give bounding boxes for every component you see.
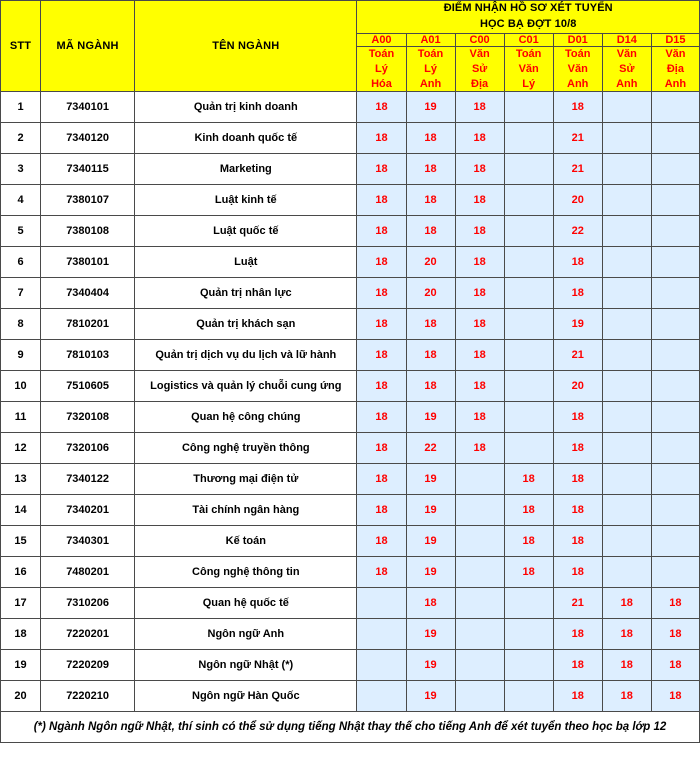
- cell-score-d01: 18: [553, 464, 602, 495]
- cell-score-c00: 18: [455, 92, 504, 123]
- cell-ma-nganh: 7380101: [41, 247, 135, 278]
- cell-score-d01: 20: [553, 371, 602, 402]
- cell-stt: 14: [1, 495, 41, 526]
- table-row: [1, 123, 700, 154]
- cell-score-a00: [357, 650, 406, 681]
- cell-ten-nganh: Quan hệ quốc tế: [135, 588, 357, 619]
- cell-score-d01: 19: [553, 309, 602, 340]
- cell-score-c01: [504, 92, 553, 123]
- cell-score-d15: [651, 154, 699, 185]
- table-row: [1, 371, 700, 402]
- cell-score-a00: 18: [357, 557, 406, 588]
- group-code-d15: D15: [651, 33, 699, 46]
- cell-ma-nganh: 7220209: [41, 650, 135, 681]
- cell-score-d01: 21: [553, 123, 602, 154]
- cell-score-a00: 18: [357, 526, 406, 557]
- cell-score-a01: 18: [406, 371, 455, 402]
- subject-line: Địa: [471, 77, 489, 90]
- cell-score-c00: 18: [455, 123, 504, 154]
- group-code-d01: D01: [553, 33, 602, 46]
- subject-line: Văn: [518, 62, 539, 75]
- cell-score-d01: 18: [553, 619, 602, 650]
- cell-score-a00: 18: [357, 340, 406, 371]
- table-row: [1, 619, 700, 650]
- subject-line: Văn: [616, 47, 637, 60]
- group-subjects-d01: [553, 46, 602, 92]
- cell-stt: 5: [1, 216, 41, 247]
- cell-score-d01: 21: [553, 588, 602, 619]
- cell-ma-nganh: 7310206: [41, 588, 135, 619]
- subject-line: Sử: [619, 62, 635, 75]
- cell-ten-nganh: Thương mại điện tử: [135, 464, 357, 495]
- cell-ten-nganh: Luật: [135, 247, 357, 278]
- cell-ma-nganh: 7220201: [41, 619, 135, 650]
- cell-score-d14: [602, 154, 651, 185]
- cell-score-a00: 18: [357, 309, 406, 340]
- header-title-row: [1, 1, 700, 34]
- table-title-line1: ĐIỂM NHẬN HỒ SƠ XÉT TUYỂN: [443, 2, 613, 14]
- subject-line: Anh: [567, 77, 589, 90]
- cell-score-d15: [651, 278, 699, 309]
- cell-stt: 7: [1, 278, 41, 309]
- cell-ten-nganh: Công nghệ truyền thông: [135, 433, 357, 464]
- group-code-d14: D14: [602, 33, 651, 46]
- cell-score-c01: 18: [504, 495, 553, 526]
- cell-score-d01: 18: [553, 650, 602, 681]
- cell-score-d01: 18: [553, 402, 602, 433]
- cell-score-a01: 22: [406, 433, 455, 464]
- column-header-ten-nganh: TÊN NGÀNH: [135, 1, 357, 92]
- cell-score-d15: [651, 526, 699, 557]
- table-row: [1, 154, 700, 185]
- cell-score-a00: 18: [357, 433, 406, 464]
- cell-score-d14: [602, 216, 651, 247]
- cell-stt: 2: [1, 123, 41, 154]
- cell-score-d15: [651, 216, 699, 247]
- cell-ten-nganh: Quản trị dịch vụ du lịch và lữ hành: [135, 340, 357, 371]
- cell-score-d15: [651, 185, 699, 216]
- cell-stt: 6: [1, 247, 41, 278]
- table-row: [1, 588, 700, 619]
- table-header: [1, 1, 700, 92]
- cell-ten-nganh: Kinh doanh quốc tế: [135, 123, 357, 154]
- cell-score-c01: [504, 371, 553, 402]
- table-row: [1, 247, 700, 278]
- cell-score-d01: 18: [553, 526, 602, 557]
- group-subjects-c01: [504, 46, 553, 92]
- cell-score-a01: 19: [406, 681, 455, 712]
- cell-score-d15: [651, 247, 699, 278]
- cell-ma-nganh: 7320106: [41, 433, 135, 464]
- cell-stt: 16: [1, 557, 41, 588]
- cell-ma-nganh: 7380108: [41, 216, 135, 247]
- cell-score-d14: [602, 340, 651, 371]
- cell-score-c00: 18: [455, 371, 504, 402]
- column-header-ma-nganh: MÃ NGÀNH: [41, 1, 135, 92]
- cell-score-a00: 18: [357, 402, 406, 433]
- cell-ma-nganh: 7340404: [41, 278, 135, 309]
- cell-ten-nganh: Luật quốc tế: [135, 216, 357, 247]
- group-code-a01: A01: [406, 33, 455, 46]
- cell-score-a00: 18: [357, 185, 406, 216]
- cell-score-a00: 18: [357, 278, 406, 309]
- subject-line: Lý: [424, 62, 437, 75]
- group-subjects-c00: [455, 46, 504, 92]
- cell-score-c01: [504, 123, 553, 154]
- cell-stt: 17: [1, 588, 41, 619]
- cell-ma-nganh: 7810103: [41, 340, 135, 371]
- cell-ma-nganh: 7480201: [41, 557, 135, 588]
- subject-line: Hóa: [371, 77, 392, 90]
- cell-score-a01: 18: [406, 588, 455, 619]
- cell-ten-nganh: Ngôn ngữ Anh: [135, 619, 357, 650]
- cell-score-c01: [504, 309, 553, 340]
- cell-score-a00: 18: [357, 154, 406, 185]
- cell-score-d14: [602, 526, 651, 557]
- table-row: [1, 309, 700, 340]
- cell-ten-nganh: Luật kinh tế: [135, 185, 357, 216]
- cell-score-c00: 18: [455, 216, 504, 247]
- cell-score-d14: [602, 433, 651, 464]
- cell-score-c01: [504, 154, 553, 185]
- cell-score-a01: 18: [406, 123, 455, 154]
- cell-score-c00: [455, 495, 504, 526]
- cell-score-d01: 21: [553, 154, 602, 185]
- cell-score-a01: 19: [406, 92, 455, 123]
- group-code-a00: A00: [357, 33, 406, 46]
- table-title-line2: HỌC BẠ ĐỢT 10/8: [479, 17, 577, 30]
- cell-ten-nganh: Công nghệ thông tin: [135, 557, 357, 588]
- cell-score-c00: 18: [455, 185, 504, 216]
- cell-score-d14: 18: [602, 588, 651, 619]
- cell-score-d14: [602, 309, 651, 340]
- cell-score-d15: [651, 402, 699, 433]
- cell-ma-nganh: 7340115: [41, 154, 135, 185]
- cell-score-a01: 19: [406, 464, 455, 495]
- cell-score-c00: [455, 464, 504, 495]
- table-row: [1, 340, 700, 371]
- cell-ten-nganh: Quản trị kinh doanh: [135, 92, 357, 123]
- cell-score-c01: 18: [504, 526, 553, 557]
- cell-stt: 18: [1, 619, 41, 650]
- table-row: [1, 464, 700, 495]
- table-row: [1, 185, 700, 216]
- cell-score-a00: 18: [357, 123, 406, 154]
- cell-stt: 9: [1, 340, 41, 371]
- cell-score-a00: 18: [357, 495, 406, 526]
- cell-score-c00: 18: [455, 433, 504, 464]
- cell-stt: 3: [1, 154, 41, 185]
- cell-stt: 20: [1, 681, 41, 712]
- table-body: [1, 92, 700, 712]
- cell-ten-nganh: Quản trị khách sạn: [135, 309, 357, 340]
- cell-score-c01: [504, 278, 553, 309]
- cell-score-a00: [357, 681, 406, 712]
- cell-score-d15: [651, 433, 699, 464]
- cell-score-c00: [455, 526, 504, 557]
- cell-score-a00: 18: [357, 92, 406, 123]
- cell-score-d14: [602, 92, 651, 123]
- cell-score-c01: 18: [504, 464, 553, 495]
- cell-score-c00: [455, 681, 504, 712]
- cell-ma-nganh: 7340301: [41, 526, 135, 557]
- group-code-c00: C00: [455, 33, 504, 46]
- subject-line: Anh: [616, 77, 638, 90]
- column-header-stt: STT: [1, 1, 41, 92]
- table-row: [1, 433, 700, 464]
- group-subjects-a00: [357, 46, 406, 92]
- cell-score-d15: [651, 371, 699, 402]
- cell-stt: 12: [1, 433, 41, 464]
- cell-stt: 10: [1, 371, 41, 402]
- cell-score-c01: [504, 340, 553, 371]
- table-row: [1, 681, 700, 712]
- cell-score-c00: 18: [455, 340, 504, 371]
- cell-score-d14: 18: [602, 619, 651, 650]
- cell-score-d15: 18: [651, 588, 699, 619]
- cell-ten-nganh: Kế toán: [135, 526, 357, 557]
- cell-score-a01: 18: [406, 154, 455, 185]
- cell-score-d15: [651, 340, 699, 371]
- cell-score-d15: [651, 464, 699, 495]
- cell-score-d15: 18: [651, 681, 699, 712]
- cell-score-a01: 18: [406, 216, 455, 247]
- cell-score-c01: 18: [504, 557, 553, 588]
- cell-score-c01: [504, 216, 553, 247]
- cell-score-d15: 18: [651, 619, 699, 650]
- table-row: [1, 92, 700, 123]
- cell-score-d15: 18: [651, 650, 699, 681]
- cell-ten-nganh: Tài chính ngân hàng: [135, 495, 357, 526]
- cell-score-d14: [602, 278, 651, 309]
- table-footnote: (*) Ngành Ngôn ngữ Nhật, thí sinh có thể sử dụng tiếng Nhật thay thế cho tiếng Anh để xét tuyển theo học bạ lớp 12: [0, 712, 700, 743]
- cell-score-d01: 18: [553, 495, 602, 526]
- table-row: [1, 650, 700, 681]
- table-row: [1, 526, 700, 557]
- subject-line: Địa: [666, 62, 684, 75]
- group-subjects-d14: [602, 46, 651, 92]
- cell-score-c00: 18: [455, 402, 504, 433]
- cell-ma-nganh: 7340201: [41, 495, 135, 526]
- cell-score-c01: [504, 185, 553, 216]
- cell-score-d14: [602, 247, 651, 278]
- cell-score-c01: [504, 619, 553, 650]
- cell-ten-nganh: Ngôn ngữ Hàn Quốc: [135, 681, 357, 712]
- subject-line: Toán: [515, 47, 542, 60]
- cell-score-d14: [602, 557, 651, 588]
- cell-score-a01: 19: [406, 619, 455, 650]
- cell-ma-nganh: 7340101: [41, 92, 135, 123]
- group-code-c01: C01: [504, 33, 553, 46]
- cell-score-d14: [602, 402, 651, 433]
- cell-ten-nganh: Logistics và quản lý chuỗi cung ứng: [135, 371, 357, 402]
- cell-score-d15: [651, 557, 699, 588]
- cell-score-a00: [357, 588, 406, 619]
- group-subjects-a01: [406, 46, 455, 92]
- cell-score-d14: [602, 123, 651, 154]
- cell-stt: 8: [1, 309, 41, 340]
- cell-score-a00: 18: [357, 371, 406, 402]
- cell-ma-nganh: 7380107: [41, 185, 135, 216]
- table-row: [1, 495, 700, 526]
- cell-score-d14: [602, 185, 651, 216]
- table-row: [1, 278, 700, 309]
- cell-ten-nganh: Marketing: [135, 154, 357, 185]
- subject-line: Lý: [522, 77, 536, 90]
- cell-ma-nganh: 7340120: [41, 123, 135, 154]
- subject-line: Toán: [368, 47, 395, 60]
- subject-line: Văn: [469, 47, 490, 60]
- group-subjects-d15: [651, 46, 699, 92]
- subject-line: Anh: [664, 77, 687, 90]
- cell-score-d01: 21: [553, 340, 602, 371]
- cell-score-a01: 18: [406, 340, 455, 371]
- cell-stt: 19: [1, 650, 41, 681]
- cell-score-a00: 18: [357, 247, 406, 278]
- cell-score-d01: 20: [553, 185, 602, 216]
- cell-score-d15: [651, 495, 699, 526]
- cell-score-c00: [455, 588, 504, 619]
- table-row: [1, 557, 700, 588]
- cell-score-c00: 18: [455, 278, 504, 309]
- cell-score-d01: 22: [553, 216, 602, 247]
- cell-score-c00: 18: [455, 309, 504, 340]
- cell-score-d01: 18: [553, 557, 602, 588]
- cell-score-d15: [651, 92, 699, 123]
- cell-ma-nganh: 7220210: [41, 681, 135, 712]
- cell-score-a01: 18: [406, 185, 455, 216]
- cell-score-d15: [651, 123, 699, 154]
- cell-score-a00: 18: [357, 216, 406, 247]
- cell-score-d14: [602, 464, 651, 495]
- table-row: [1, 216, 700, 247]
- cell-score-c01: [504, 650, 553, 681]
- cell-ma-nganh: 7510605: [41, 371, 135, 402]
- subject-line: Anh: [419, 77, 442, 90]
- cell-ten-nganh: Ngôn ngữ Nhật (*): [135, 650, 357, 681]
- cell-ten-nganh: Quản trị nhân lực: [135, 278, 357, 309]
- cell-score-a01: 19: [406, 557, 455, 588]
- subject-line: Văn: [665, 47, 686, 60]
- cell-score-a01: 18: [406, 309, 455, 340]
- cell-score-a01: 19: [406, 650, 455, 681]
- cell-ma-nganh: 7810201: [41, 309, 135, 340]
- cell-score-a01: 20: [406, 247, 455, 278]
- cell-score-c00: 18: [455, 247, 504, 278]
- cell-score-d14: [602, 495, 651, 526]
- cell-score-a01: 20: [406, 278, 455, 309]
- cell-score-c00: [455, 650, 504, 681]
- cell-score-a01: 19: [406, 402, 455, 433]
- cell-score-a00: [357, 619, 406, 650]
- cell-score-c00: [455, 557, 504, 588]
- cell-ma-nganh: 7340122: [41, 464, 135, 495]
- cell-score-c01: [504, 402, 553, 433]
- cell-score-c01: [504, 247, 553, 278]
- cell-ten-nganh: Quan hệ công chúng: [135, 402, 357, 433]
- subject-line: Văn: [567, 62, 588, 75]
- cell-score-d01: 18: [553, 247, 602, 278]
- cell-ma-nganh: 7320108: [41, 402, 135, 433]
- cell-score-c01: [504, 681, 553, 712]
- cell-score-a01: 19: [406, 526, 455, 557]
- cell-score-d14: [602, 371, 651, 402]
- cell-score-c00: 18: [455, 154, 504, 185]
- cell-score-c00: [455, 619, 504, 650]
- cell-score-c01: [504, 433, 553, 464]
- cell-score-d01: 18: [553, 92, 602, 123]
- cell-score-d14: 18: [602, 650, 651, 681]
- cell-score-d15: [651, 309, 699, 340]
- subject-line: Toán: [564, 47, 591, 60]
- cell-score-a01: 19: [406, 495, 455, 526]
- cell-score-d01: 18: [553, 433, 602, 464]
- cell-score-d14: 18: [602, 681, 651, 712]
- cell-stt: 4: [1, 185, 41, 216]
- cell-stt: 15: [1, 526, 41, 557]
- cell-stt: 13: [1, 464, 41, 495]
- table-title: [357, 1, 700, 34]
- cell-stt: 1: [1, 92, 41, 123]
- subject-line: Toán: [417, 47, 444, 60]
- cell-score-d01: 18: [553, 278, 602, 309]
- subject-line: Lý: [375, 62, 388, 75]
- cell-score-c01: [504, 588, 553, 619]
- cell-score-d01: 18: [553, 681, 602, 712]
- cell-stt: 11: [1, 402, 41, 433]
- subject-line: Sử: [471, 62, 488, 75]
- cell-score-a00: 18: [357, 464, 406, 495]
- table-row: [1, 402, 700, 433]
